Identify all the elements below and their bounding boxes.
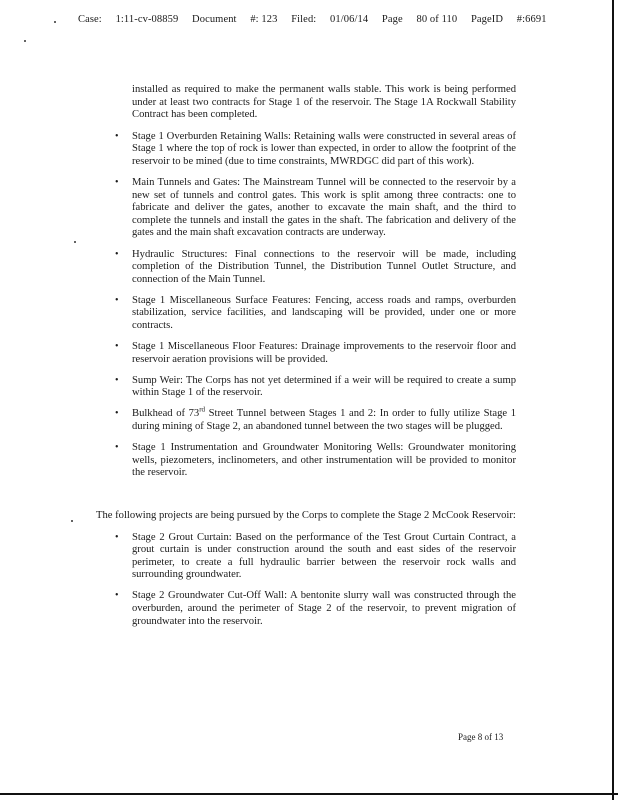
stage2-project-list [96, 532, 516, 629]
court-filing-header [78, 14, 558, 25]
stage2-intro-paragraph: The following projects are being pursued by the Corps to complete the Stage 2 McCook Reservoir: [96, 509, 516, 521]
bullet-icon: • [115, 590, 119, 602]
list-item [96, 177, 516, 240]
list-item-text: Main Tunnels and Gates: The Mainstream Tunnel will be connected to the reservoir by a new set of tunnels and control gates. This work is split among three contracts: one to fabricate and deliver the gates, another to excavate the main shaft, and the third to complete the tunnels and install the gates in the shaft. The fabrication and delivery of the gates and the main shaft excavation contracts are underway. [132, 177, 516, 239]
continuation-paragraph: installed as required to make the permanent walls stable. This work is being performed under at least two contracts for Stage 1 of the reservoir. The Stage 1A Rockwall Stability Contract has been completed. [132, 84, 516, 121]
list-item-text: Stage 2 Grout Curtain: Based on the performance of the Test Grout Curtain Contract, a grout curtain is under construction around the south and east sides of the reservoir perimeter, to create a full hydraulic barrier between the reservoir rock walls and surrounding groundwater. [132, 531, 516, 581]
scan-speck [54, 21, 56, 23]
case-label: Case: [78, 14, 102, 25]
list-item [96, 442, 516, 480]
bulkhead-suffix: Street Tunnel between Stages 1 and 2: In order to fully utilize Stage 1 during mining of Stage 2, an abandoned tunnel between the two stages will be plugged. [132, 408, 516, 433]
bulkhead-prefix: Bulkhead of 73 [132, 408, 200, 420]
bullet-icon: • [115, 442, 119, 454]
scan-speck [24, 40, 26, 42]
page-edge-bottom [0, 793, 618, 795]
filed-date: 01/06/14 [330, 14, 369, 25]
scan-speck [71, 520, 73, 522]
list-item [96, 532, 516, 582]
stage1-project-list [96, 131, 516, 480]
list-item [96, 295, 516, 333]
bullet-icon: • [115, 177, 119, 189]
pageid-label: PageID [470, 14, 504, 25]
scan-speck [74, 241, 76, 243]
page-number: 80 of 110 [416, 14, 458, 25]
list-item-text: Stage 1 Miscellaneous Surface Features: Fencing, access roads and ramps, overburden stabilization, service facilities, and landscaping will be provided, under one or more contracts. [132, 294, 516, 331]
pageid-number: #:6691 [516, 14, 547, 25]
list-item [96, 341, 516, 366]
filed-label: Filed: [291, 14, 317, 25]
list-item [96, 590, 516, 628]
page-edge-right [612, 0, 614, 800]
list-item [96, 405, 516, 433]
document-label: Document [192, 14, 237, 25]
document-body [96, 84, 516, 637]
list-item [96, 249, 516, 287]
list-item-text: Stage 1 Miscellaneous Floor Features: Drainage improvements to the reservoir floor and reservoir aeration provisions will be provided. [132, 341, 516, 365]
list-item [96, 131, 516, 169]
bullet-icon: • [115, 130, 119, 142]
page-footer: Page 8 of 13 [458, 732, 504, 742]
list-item [96, 375, 516, 400]
ordinal-suffix: rd [199, 405, 206, 414]
list-item-text: Stage 2 Groundwater Cut-Off Wall: A bentonite slurry wall was constructed through the overburden, around the perimeter of Stage 2 of the reservoir, to prevent migration of groundwater into the reservoir. [132, 590, 516, 627]
case-number: 1:11-cv-08859 [115, 14, 179, 25]
bullet-icon: • [115, 248, 119, 260]
list-item-text: Stage 1 Overburden Retaining Walls: Retaining walls were constructed in several areas of Stage 1 where the top of rock is lower than expected, in order to allow the footprint of the reservoir to be mined (due to time constraints, MWRDGC did part of this work). [132, 130, 516, 167]
bullet-icon: • [115, 374, 119, 386]
bullet-icon: • [115, 531, 119, 543]
bullet-icon: • [115, 294, 119, 306]
bullet-icon: • [115, 341, 119, 353]
page-label: Page [381, 14, 403, 25]
bullet-icon: • [115, 408, 119, 420]
document-number: #: 123 [250, 14, 278, 25]
list-item-text: Sump Weir: The Corps has not yet determined if a weir will be required to create a sump within Stage 1 of the reservoir. [132, 374, 516, 399]
list-item-text: Hydraulic Structures: Final connections to the reservoir will be made, including completion of the Distribution Tunnel, the Distribution Tunnel Outlet Structure, and connection of the Main Tunnel. [132, 248, 516, 285]
list-item-text: Stage 1 Instrumentation and Groundwater Monitoring Wells: Groundwater monitoring wells, piezometers, inclinometers, and other instrumentation will be provided to monitor the reservoir. [132, 442, 516, 479]
